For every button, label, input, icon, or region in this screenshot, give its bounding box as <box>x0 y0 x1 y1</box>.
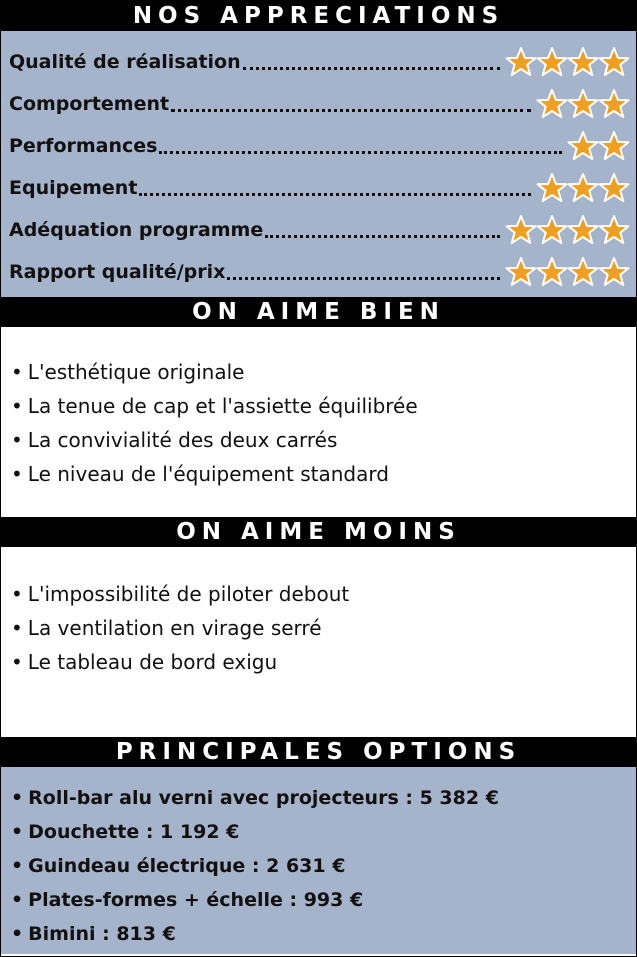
options-panel <box>1 767 636 954</box>
rating-label: Equipement <box>9 177 138 199</box>
star-icon <box>536 172 568 204</box>
rating-row <box>9 251 630 293</box>
rating-label: Rapport qualité/prix <box>9 261 226 283</box>
star-icon <box>567 88 599 120</box>
dot-leader <box>227 265 500 280</box>
rating-label: Adéquation programme <box>9 219 264 241</box>
list-item: • Guindeau électrique : 2 631 € <box>11 849 636 883</box>
star-icon <box>598 256 630 288</box>
star-icon <box>536 256 568 288</box>
star-icon <box>567 172 599 204</box>
ratings-panel <box>1 31 636 297</box>
list-item: • Le tableau de bord exigu <box>11 645 636 679</box>
rating-row <box>9 125 630 167</box>
star-icon <box>567 130 599 162</box>
star-rating <box>506 214 630 246</box>
star-rating <box>506 256 630 288</box>
list-item: • L'esthétique originale <box>11 355 636 389</box>
rating-label: Qualité de réalisation <box>9 51 241 73</box>
star-icon <box>536 214 568 246</box>
list-item: • Bimini : 813 € <box>11 917 636 951</box>
list-item: • L'impossibilité de piloter debout <box>11 577 636 611</box>
list-item: • La convivialité des deux carrés <box>11 423 636 457</box>
options-list <box>11 781 636 951</box>
star-icon <box>567 46 599 78</box>
appreciations-header: NOS APPRECIATIONS <box>1 1 636 31</box>
list-item: • Roll-bar alu verni avec projecteurs : 5 382 € <box>11 781 636 815</box>
rating-row <box>9 209 630 251</box>
list-item: • Plates-formes + échelle : 993 € <box>11 883 636 917</box>
rating-row <box>9 41 630 83</box>
aime-moins-panel <box>1 547 636 737</box>
aime-moins-list <box>11 577 636 679</box>
star-icon <box>536 46 568 78</box>
star-rating <box>568 130 630 162</box>
dot-leader <box>159 139 562 154</box>
list-item: • Le niveau de l'équipement standard <box>11 457 636 491</box>
list-item: • La ventilation en virage serré <box>11 611 636 645</box>
star-rating <box>506 46 630 78</box>
list-item: • Douchette : 1 192 € <box>11 815 636 849</box>
star-icon <box>567 256 599 288</box>
star-icon <box>598 88 630 120</box>
aime-bien-panel <box>1 327 636 517</box>
star-rating <box>537 88 630 120</box>
star-icon <box>505 214 537 246</box>
dot-leader <box>265 223 500 238</box>
star-icon <box>598 172 630 204</box>
star-icon <box>567 214 599 246</box>
rating-row <box>9 167 630 209</box>
star-icon <box>598 130 630 162</box>
dot-leader <box>171 97 531 112</box>
aime-bien-header: ON AIME BIEN <box>1 297 636 327</box>
star-icon <box>598 46 630 78</box>
star-icon <box>505 256 537 288</box>
rating-label: Performances <box>9 135 158 157</box>
list-item: • La tenue de cap et l'assiette équilibrée <box>11 389 636 423</box>
rating-row <box>9 83 630 125</box>
rating-label: Comportement <box>9 93 170 115</box>
dot-leader <box>243 55 500 70</box>
star-icon <box>505 46 537 78</box>
star-icon <box>598 214 630 246</box>
aime-moins-header: ON AIME MOINS <box>1 517 636 547</box>
dot-leader <box>139 181 531 196</box>
star-rating <box>537 172 630 204</box>
options-header: PRINCIPALES OPTIONS <box>1 737 636 767</box>
aime-bien-list <box>11 355 636 491</box>
star-icon <box>536 88 568 120</box>
